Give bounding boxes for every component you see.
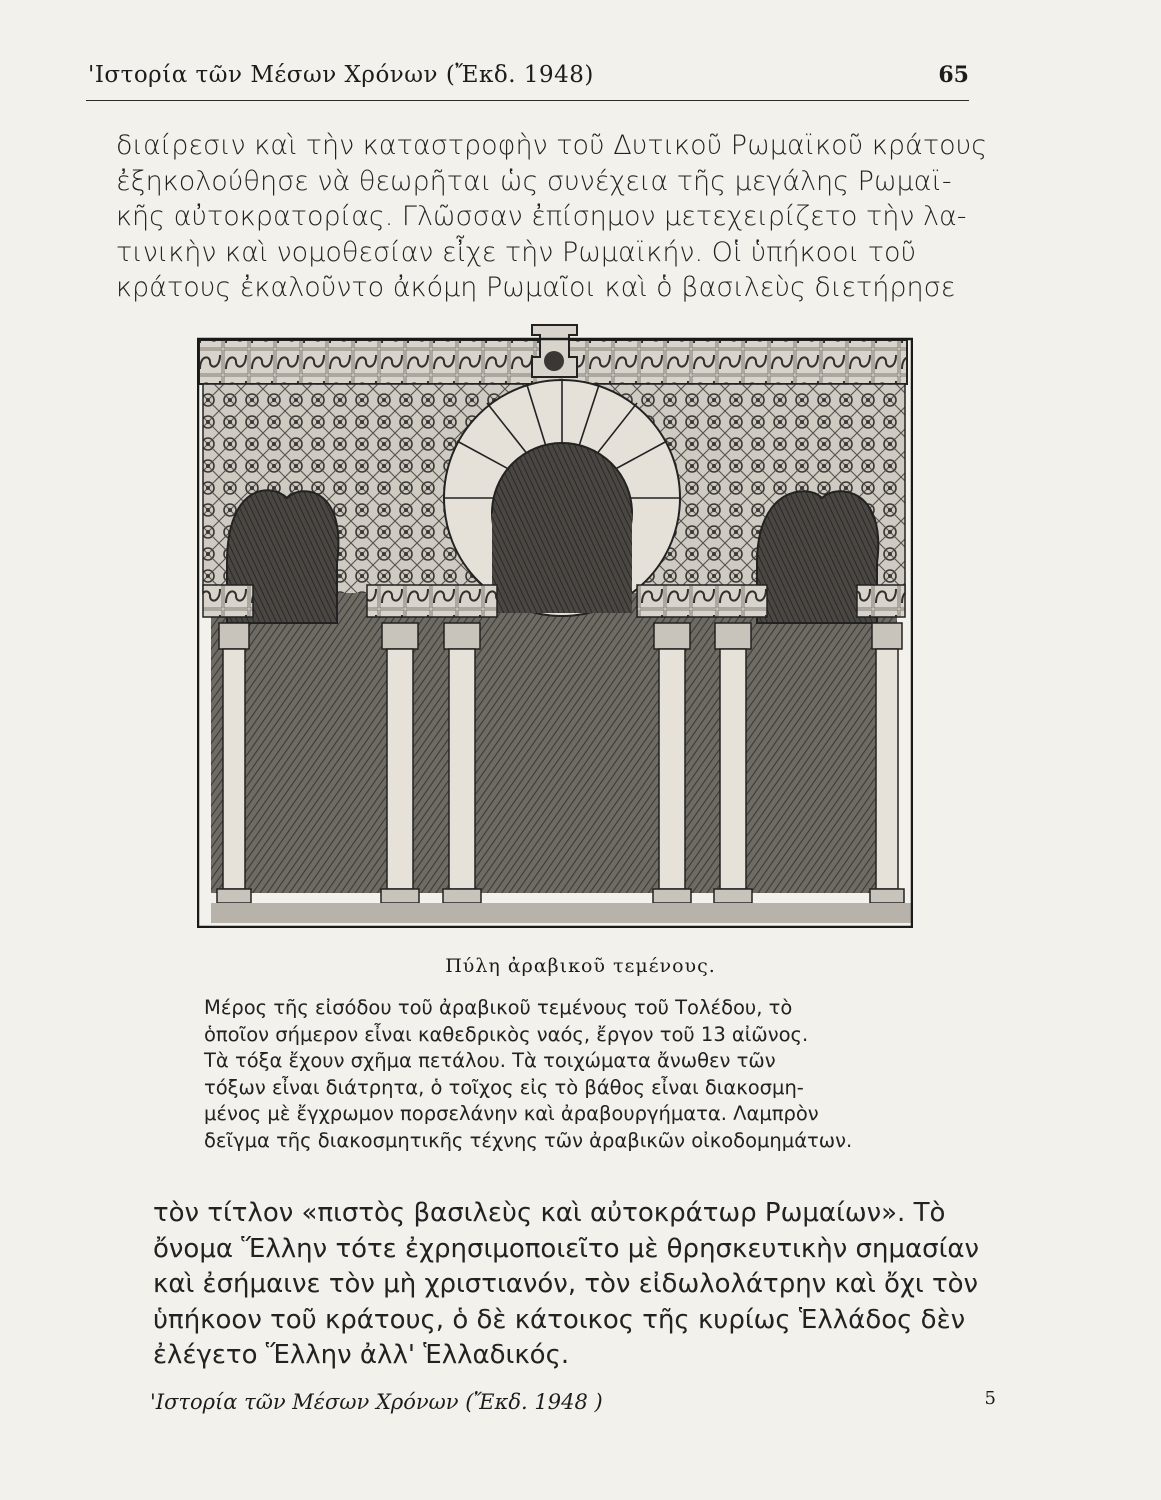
impost-far-right xyxy=(857,585,905,617)
impost-left xyxy=(367,585,497,617)
text-line: ἐξηκολούθησε νὰ θεωρῆται ὡς συνέχεια τῆς μεγάλης Ρωμαϊ- xyxy=(116,165,952,197)
text-line: ἐλέγετο Ἕλλην ἀλλ' Ἑλλαδικός. xyxy=(153,1340,570,1370)
text-line: καὶ ἐσήμαινε τὸν μὴ χριστιανόν, τὸν εἰδωλολάτρην καὶ ὄχι τὸν xyxy=(153,1269,979,1299)
crest-medallion xyxy=(544,351,564,371)
text-line: τὸν τίτλον «πιστὸς βασιλεὺς καὶ αὐτοκράτωρ Ρωμαίων». Τὸ xyxy=(153,1198,946,1228)
caption-line: Τὰ τόξα ἔχουν σχῆμα πετάλου. Τὰ τοιχώματα ἄνωθεν τῶν xyxy=(204,1049,776,1072)
caption-line: τόξων εἶναι διάτρητα, ὁ τοῖχος εἰς τὸ βάθος εἶναι διακοσμη- xyxy=(204,1075,804,1099)
figure-caption-title: Πύλη ἀραβικοῦ τεμένους. xyxy=(445,955,716,977)
text-line: ὄνομα Ἕλλην τότε ἐχρησιμοποιεῖτο μὲ θρησκευτικὴν σημασίαν xyxy=(153,1233,980,1264)
top-paragraph xyxy=(116,128,988,306)
header-rule xyxy=(86,100,969,101)
column xyxy=(653,623,691,903)
caption-line: μένος μὲ ἔγχρωμον πορσελάνην καὶ ἀραβουργήματα. Λαμπρὸν xyxy=(204,1102,819,1125)
figure-caption-body xyxy=(204,995,964,1154)
text-line: κράτους ἐκαλοῦντο ἀκόμη Ρωμαῖοι καὶ ὁ βασιλεὺς διετήρησε xyxy=(116,272,956,303)
caption-line: ὁποῖον σήμερον εἶναι καθεδρικὸς ναός, ἔργον τοῦ 13 αἰῶνος. xyxy=(204,1022,809,1046)
back-wall xyxy=(211,593,897,893)
caption-line: Μέρος τῆς εἰσόδου τοῦ ἀραβικοῦ τεμένους τοῦ Τολέδου, τὸ xyxy=(204,996,793,1019)
caption-line: δεῖγμα τῆς διακοσμητικῆς τέχνης τῶν ἀραβικῶν οἰκοδομημάτων. xyxy=(204,1128,853,1152)
text-line: διαίρεσιν καὶ τὴν καταστροφὴν τοῦ Δυτικοῦ Ρωμαϊκοῦ κράτους xyxy=(116,130,988,161)
text-line: κῆς αὐτοκρατορίας. Γλῶσσαν ἐπίσημον μετεχειρίζετο τὴν λα- xyxy=(116,201,967,232)
text-line: ὑπήκοον τοῦ κράτους, ὁ δὲ κάτοικος τῆς κυρίως Ἑλλάδος δὲν xyxy=(153,1304,966,1335)
column xyxy=(443,623,481,903)
floor xyxy=(211,903,911,923)
impost-right xyxy=(637,585,767,617)
central-arch xyxy=(444,380,680,616)
column xyxy=(714,623,752,903)
mosque-gate-illustration xyxy=(197,323,913,928)
footer-signature-title: 'Ιστορία τῶν Μέσων Χρόνων (Ἔκδ. 1948 ) xyxy=(150,1390,603,1414)
page-number: 65 xyxy=(938,62,969,88)
bottom-paragraph xyxy=(153,1196,983,1374)
running-header-title: 'Ιστορία τῶν Μέσων Χρόνων (Ἔκδ. 1948) xyxy=(88,62,594,88)
impost-far-left xyxy=(203,585,253,617)
text-line: τινικὴν καὶ νομοθεσίαν εἶχε τὴν Ρωμαϊκήν. Οἱ ὑπήκοοι τοῦ xyxy=(116,236,917,268)
column xyxy=(381,623,419,903)
footer-signature-number: 5 xyxy=(984,1388,996,1409)
